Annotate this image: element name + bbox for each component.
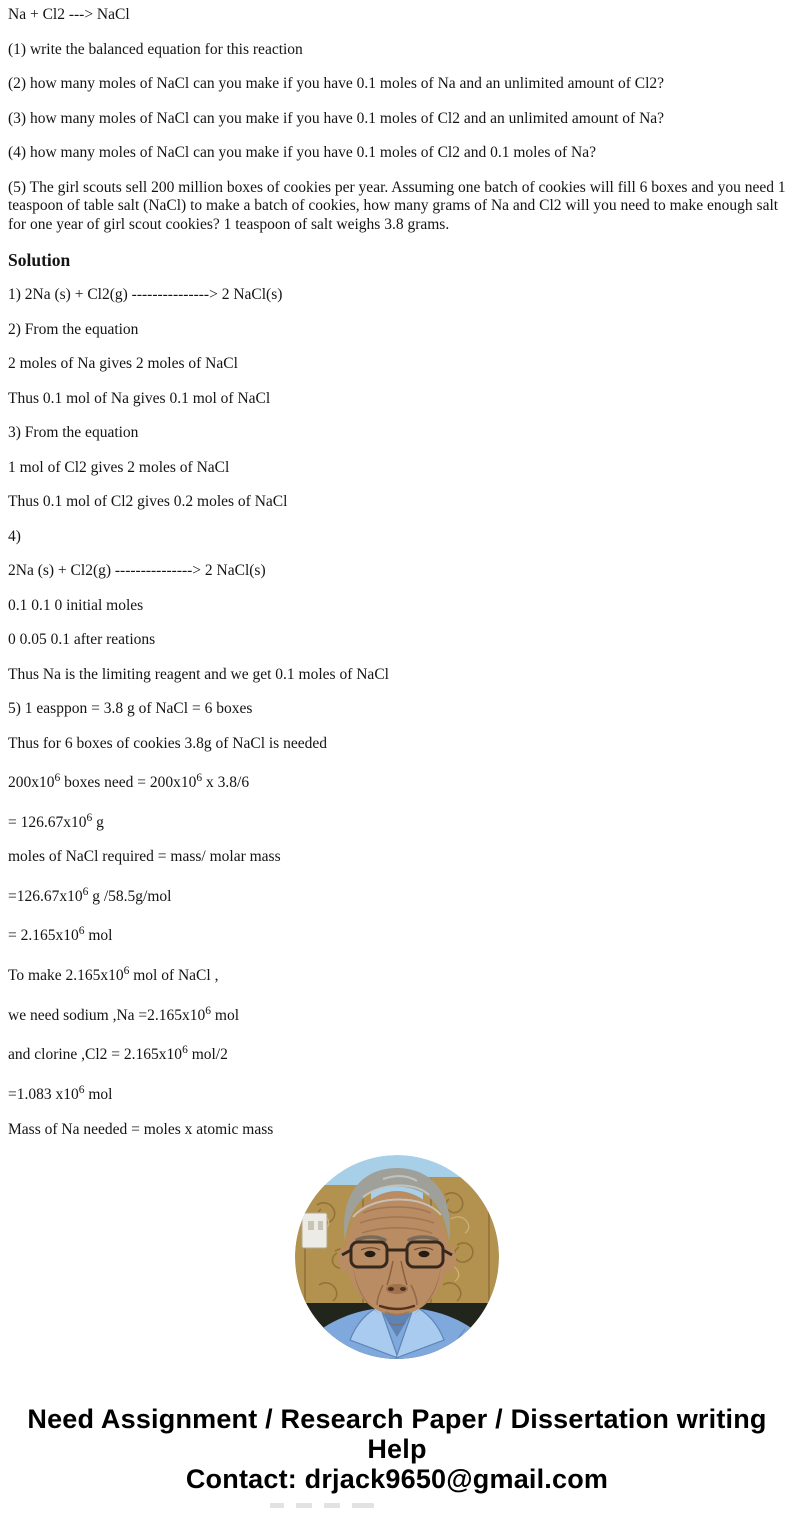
text-line: = $126.67x10^6$ g [8, 811, 104, 831]
text-line: = $2.165x10^6$ mol [8, 925, 113, 945]
text-line: Thus 0.1 mol of Cl2 gives 0.2 moles of NaCl [8, 493, 288, 510]
superscript: 6 [123, 965, 130, 978]
text-line: Thus Na is the limiting reagent and we get 0.1 moles of NaCl [8, 665, 389, 683]
superscript: 6 [54, 772, 61, 784]
switch-panel [302, 1213, 327, 1248]
text-line: =1.083 $x10^6$ mol [8, 1084, 113, 1104]
text-line: Thus for 6 boxes of cookies 3.8g of NaCl is needed [8, 734, 327, 752]
text-line: 2Na (s) + Cl2(g) ---------------> 2 NaCl(s) [8, 562, 266, 579]
problem-section [8, 6, 786, 234]
text-line: (3) how many moles of NaCl can you make if you have 0.1 moles of Cl2 and an unlimited amount of Na? [8, 109, 665, 127]
superscript: 6 [78, 925, 85, 938]
text-line: (5) The girl scouts sell 200 million boxes of cookies per year. Assuming one batch of cookies will fill 6 boxes and you need 1 teaspoon of table salt (NaCl) to make a batch of cookies, how many grams of Na and Cl2 will you need to make enough salt for one year of girl scout cookies? 1 teaspoon of salt weighs 3.8 grams. [8, 178, 786, 233]
text-line: (1) write the balanced equation for this reaction [8, 40, 303, 58]
text-line: (2) how many moles of NaCl can you make if you have 0.1 moles of Na and an unlimited amount of Cl2? [8, 75, 665, 92]
superscript: 6 [205, 1004, 212, 1017]
footer-banner [16, 1404, 778, 1494]
footer-help-text: Need Assignment / Research Paper / Dissertation writing Help [27, 1404, 767, 1465]
superscript: 6 [78, 1084, 85, 1097]
text-line: Thus 0.1 mol of Na gives 0.1 mol of NaCl [8, 389, 271, 407]
text-line: we need sodium $,Na =2.165x10^6$ mol [8, 1004, 240, 1024]
text-line: 5) 1 easppon = 3.8 g of NaCl = 6 boxes [8, 700, 253, 717]
text-line: 2) From the equation [8, 320, 139, 338]
text-line: 0.1 0.1 0 initial moles [8, 596, 144, 614]
tutor-photo-illustration [295, 1155, 499, 1359]
text-line: (4) how many moles of NaCl can you make if you have 0.1 moles of Cl2 and 0.1 moles of Na? [8, 144, 597, 161]
text-line: To make $2.165x10^6$ mol of NaCl , [8, 965, 219, 985]
solution-heading: Solution [8, 250, 71, 270]
text-line: 1) 2Na (s) + Cl2(g) ---------------> 2 NaCl(s) [8, 286, 283, 303]
superscript: 6 [196, 772, 203, 784]
ghost-mark [296, 1503, 312, 1508]
text-line: $=126.67x10^6$ g /58.5g/mol [8, 885, 172, 905]
text-line: moles of NaCl required = mass/ molar mass [8, 848, 281, 866]
ghost-mark [270, 1503, 284, 1508]
footer-contact-email: Contact: drjack9650@gmail.com [185, 1464, 609, 1495]
ghost-mark [352, 1503, 374, 1508]
text-line: Mass of Na needed = moles x atomic mass [8, 1120, 274, 1138]
text-line: and clorine $,Cl2 = 2.165x10^6$ mol/2 [8, 1044, 228, 1064]
text-line: 1 mol of Cl2 gives 2 moles of NaCl [8, 458, 230, 476]
ghost-mark [324, 1503, 340, 1508]
superscript: 6 [182, 1044, 188, 1057]
tutor-avatar [295, 1155, 499, 1359]
solution-section [8, 286, 786, 1139]
text-line: $200x10^6$ boxes need = $200x10^6$ x 3.8/6 [8, 772, 250, 792]
text-line: Na + Cl2 ---> NaCl [8, 6, 130, 23]
text-line: 0 0.05 0.1 after reations [8, 631, 156, 648]
superscript: 6 [86, 811, 93, 824]
footer-ghost-marks [270, 1503, 786, 1508]
text-line: 3) From the equation [8, 424, 139, 441]
text-line: 4) [8, 527, 21, 545]
text-line: 2 moles of Na gives 2 moles of NaCl [8, 355, 238, 372]
superscript: 6 [82, 885, 89, 898]
